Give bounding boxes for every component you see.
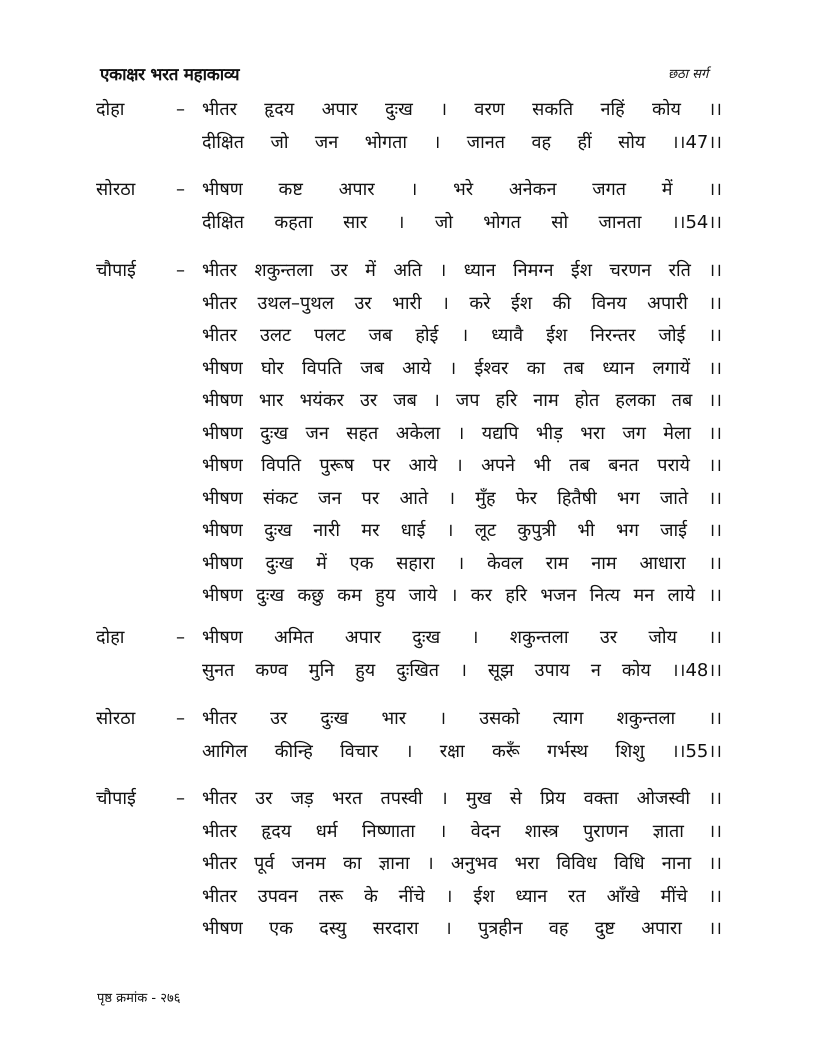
verse-text: दीक्षित जो जन भोगता । जानत वह हीं सोय ।।47।। [202, 131, 722, 153]
verse-type-label: सोरठा [96, 179, 136, 200]
verse-line [96, 207, 736, 240]
verse-text: भीषण अमित अपार दुःख । शकुन्तला उर जोय ।। [202, 627, 722, 648]
verse-line [96, 418, 736, 451]
verse-text: भीषण घोर विपति जब आये । ईश्वर का तब ध्यान लगायें ।। [202, 357, 722, 379]
verse-line [96, 288, 736, 321]
verse-line [96, 913, 736, 946]
verse-text: भीतर हृदय धर्म निष्णाता । वेदन शास्त्र पुराणन ज्ञाता ।। [202, 820, 722, 842]
verse-text: आगिल कीन्हि विचार । रक्षा करूँ गर्भस्थ शिशु ।।55।। [202, 740, 722, 762]
verse-line [96, 548, 736, 581]
verse-text: भीतर उलट पलट जब होई । ध्यावै ईश निरन्तर जोई ।। [202, 325, 722, 346]
page-number: पृष्ठ क्रमांक - २७६ [97, 991, 181, 1006]
verse-text: भीषण भार भयंकर उर जब । जप हरि नाम होत हलका तब ।। [202, 390, 722, 411]
verse-type-label: दोहा [96, 627, 125, 648]
verse-line [96, 127, 736, 160]
verse-line [96, 255, 736, 288]
verse-line [96, 881, 736, 914]
chapter-title: छठा सर्ग [668, 67, 709, 82]
verse-type-label: चौपाई [96, 260, 136, 281]
verse-line [96, 848, 736, 881]
dash-separator: – [176, 627, 185, 648]
verse-text: भीतर उथल–पुथल उर भारी । करे ईश की विनय अपारी ।। [202, 292, 722, 314]
verse-text: दीक्षित कहता सार । जो भोगत सो जानता ।।54।। [202, 211, 722, 233]
stanza-chaupai [96, 783, 736, 946]
verse-text: भीतर उर दुःख भार । उसको त्याग शकुन्तला ।। [202, 708, 722, 729]
stanza-sortha [96, 703, 736, 768]
verse-line [96, 816, 736, 849]
verse-line [96, 655, 736, 688]
verse-text: भीतर उपवन तरू के नींचे । ईश ध्यान रत आँखे मींचे ।। [202, 885, 722, 907]
verse-line [96, 736, 736, 769]
verse-text: भीतर शकुन्तला उर में अति । ध्यान निमग्न ईश चरणन रति ।। [202, 260, 722, 281]
verse-text: भीषण कष्ट अपार । भरे अनेकन जगत में ।। [202, 179, 722, 200]
verse-text: भीषण संकट जन पर आते । मुँह फेर हितैषी भग जाते ।। [202, 487, 722, 509]
verse-line [96, 622, 736, 655]
verse-text: भीषण दुःख कछु कम हुय जाये । कर हरि भजन नित्य मन लाये ।। [202, 585, 722, 606]
verse-line [96, 450, 736, 483]
dash-separator: – [176, 788, 185, 809]
verse-text: भीषण दुःख जन सहत अकेला । यद्यपि भीड़ भरा जग मेला ।। [202, 422, 722, 444]
verse-line [96, 353, 736, 386]
verse-type-label: सोरठा [96, 708, 136, 729]
verse-line [96, 515, 736, 548]
verse-text: भीषण विपति पुरूष पर आये । अपने भी तब बनत पराये ।। [202, 455, 722, 476]
stanza-chaupai [96, 255, 736, 613]
verse-line [96, 174, 736, 207]
book-title: एकाक्षर भरत महाकाव्य [100, 65, 240, 85]
dash-separator: – [176, 99, 185, 120]
verse-line [96, 580, 736, 613]
verse-text: भीतर उर जड़ भरत तपस्वी । मुख से प्रिय वक्ता ओजस्वी ।। [202, 788, 722, 809]
verse-text: भीतर हृदय अपार दुःख । वरण सकति नहिं कोय ।। [202, 99, 722, 120]
stanza-doha [96, 622, 736, 687]
verse-text: भीतर पूर्व जनम का ज्ञाना । अनुभव भरा विविध विधि नाना ।। [202, 853, 722, 874]
verse-line [96, 320, 736, 353]
verse-text: भीषण एक दस्यु सरदारा । पुत्रहीन वह दुष्ट अपारा ।। [202, 918, 722, 939]
verse-line [96, 783, 736, 816]
dash-separator: – [176, 708, 185, 729]
stanza-sortha [96, 174, 736, 239]
verse-line [96, 703, 736, 736]
verse-line [96, 483, 736, 516]
verse-line [96, 94, 736, 127]
verse-text: सुनत कण्व मुनि हुय दुःखित । सूझ उपाय न कोय ।।48।। [202, 659, 722, 681]
dash-separator: – [176, 260, 185, 281]
verse-text: भीषण दुःख में एक सहारा । केवल राम नाम आधारा ।। [202, 552, 722, 574]
verse-type-label: चौपाई [96, 788, 136, 809]
verse-line [96, 385, 736, 418]
verse-text: भीषण दुःख नारी मर धाई । लूट कुपुत्री भी भग जाई ।। [202, 520, 722, 541]
stanza-doha [96, 94, 736, 159]
verse-type-label: दोहा [96, 99, 125, 120]
dash-separator: – [176, 179, 185, 200]
